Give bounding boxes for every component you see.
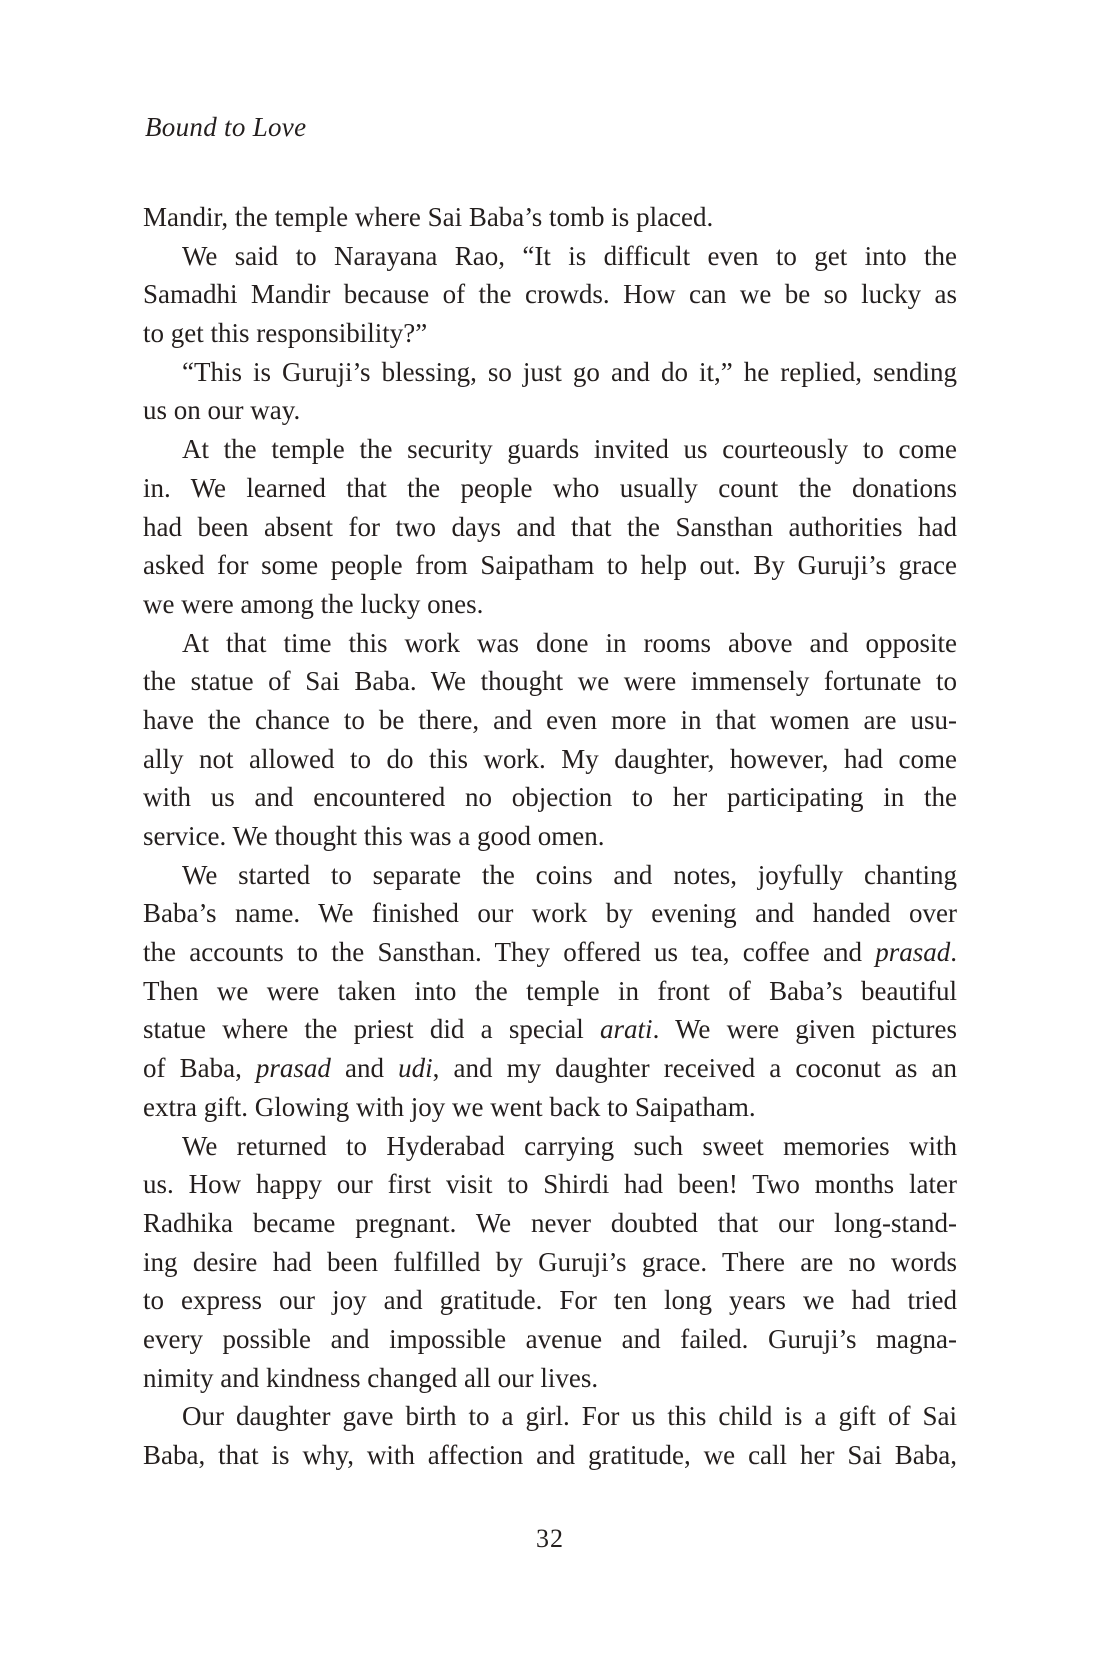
text-run: ing desire had been fulfilled by Guruji’s grace. There are no words: [143, 1246, 957, 1277]
text-run: Baba’s name. We finished our work by evening and handed over: [143, 898, 957, 929]
text-run: to express our joy and gratitude. For ten long years we had tried: [143, 1285, 957, 1316]
text-run: We started to separate the coins and notes, joyfully chanting: [182, 859, 957, 890]
italic-text-run: prasad: [255, 1053, 331, 1084]
text-line: [143, 353, 957, 392]
text-run: , and my daughter received a coconut as an: [432, 1053, 957, 1084]
text-line: [143, 701, 957, 740]
text-run: At that time this work was done in rooms above and opposite: [182, 627, 957, 658]
text-run: of Baba,: [143, 1053, 256, 1084]
text-line: [143, 778, 957, 817]
italic-text-run: prasad: [875, 937, 951, 968]
text-line: [143, 1359, 957, 1398]
italic-text-run: udi: [398, 1053, 433, 1084]
text-run: the statue of Sai Baba. We thought we were immensely fortunate to: [143, 666, 957, 697]
text-run: “This is Guruji’s blessing, so just go and do it,” he replied, sending: [182, 356, 957, 387]
text-run: We returned to Hyderabad carrying such sweet memories with: [182, 1130, 957, 1161]
text-line: [143, 237, 957, 276]
text-run: asked for some people from Saipatham to help out. By Guruji’s grace: [143, 550, 957, 581]
text-run: Samadhi Mandir because of the crowds. How can we be so lucky as: [143, 279, 957, 310]
text-run: had been absent for two days and that the Sansthan authorities had: [143, 511, 957, 542]
text-line: [143, 856, 957, 895]
text-line: [143, 198, 957, 237]
text-line: [143, 624, 957, 663]
text-line: [143, 469, 957, 508]
text-line: [143, 391, 957, 430]
text-line: [143, 662, 957, 701]
text-run: Mandir, the temple where Sai Baba’s tomb is placed.: [143, 202, 714, 232]
text-line: [143, 1127, 957, 1166]
text-line: [143, 275, 957, 314]
text-run: Baba, that is why, with affection and gratitude, we call her Sai Baba,: [143, 1440, 957, 1470]
text-run: extra gift. Glowing with joy we went back to Saipatham.: [143, 1091, 756, 1122]
text-run: statue where the priest did a special: [143, 1014, 601, 1045]
text-line: [143, 1088, 957, 1127]
text-line: [143, 1165, 957, 1204]
text-run: us. How happy our first visit to Shirdi had been! Two months later: [143, 1169, 957, 1200]
text-line: [143, 1049, 957, 1088]
body-text: [143, 198, 957, 1475]
text-line: [143, 314, 957, 353]
text-run: every possible and impossible avenue and failed. Guruji’s magna-: [143, 1323, 957, 1354]
text-run: we were among the lucky ones.: [143, 588, 484, 619]
text-line: [143, 508, 957, 547]
text-run: . We were given pictures: [652, 1014, 958, 1045]
text-run: and: [330, 1053, 399, 1084]
text-line: [143, 1320, 957, 1359]
text-line: [143, 585, 957, 624]
text-run: ally not allowed to do this work. My daughter, however, had come: [143, 743, 957, 774]
text-line: [143, 1204, 957, 1243]
text-run: We said to Narayana Rao, “It is difficult even to get into the: [182, 240, 957, 271]
text-run: service. We thought this was a good omen.: [143, 821, 605, 851]
running-header: Bound to Love: [145, 112, 307, 142]
text-run: the accounts to the Sansthan. They offered us tea, coffee and: [143, 937, 876, 968]
text-run: to get this responsibility?”: [143, 318, 428, 349]
text-line: [143, 933, 957, 972]
text-run: Then we were taken into the temple in front of Baba’s beautiful: [143, 975, 957, 1006]
text-line: [143, 894, 957, 933]
text-line: [143, 1010, 957, 1049]
text-run: have the chance to be there, and even more in that women are usu-: [143, 704, 957, 735]
text-run: us on our way.: [143, 395, 301, 426]
text-line: [143, 546, 957, 585]
text-run: nimity and kindness changed all our lives.: [143, 1362, 599, 1393]
italic-text-run: arati: [600, 1014, 653, 1045]
text-line: [143, 740, 957, 779]
text-line: [143, 430, 957, 469]
text-line: [143, 972, 957, 1011]
text-run: At the temple the security guards invited us courteously to come: [182, 434, 957, 465]
text-run: .: [950, 937, 957, 968]
text-line: [143, 1397, 957, 1436]
text-line: [143, 1281, 957, 1320]
text-line: [143, 1243, 957, 1282]
text-run: in. We learned that the people who usually count the donations: [143, 472, 957, 503]
page-number: 32: [536, 1524, 564, 1553]
text-run: with us and encountered no objection to her participating in the: [143, 782, 957, 813]
text-line: [143, 817, 957, 856]
text-run: Our daughter gave birth to a girl. For us this child is a gift of Sai: [182, 1401, 957, 1432]
text-run: Radhika became pregnant. We never doubted that our long-stand-: [143, 1207, 957, 1238]
text-line: [143, 1436, 957, 1475]
